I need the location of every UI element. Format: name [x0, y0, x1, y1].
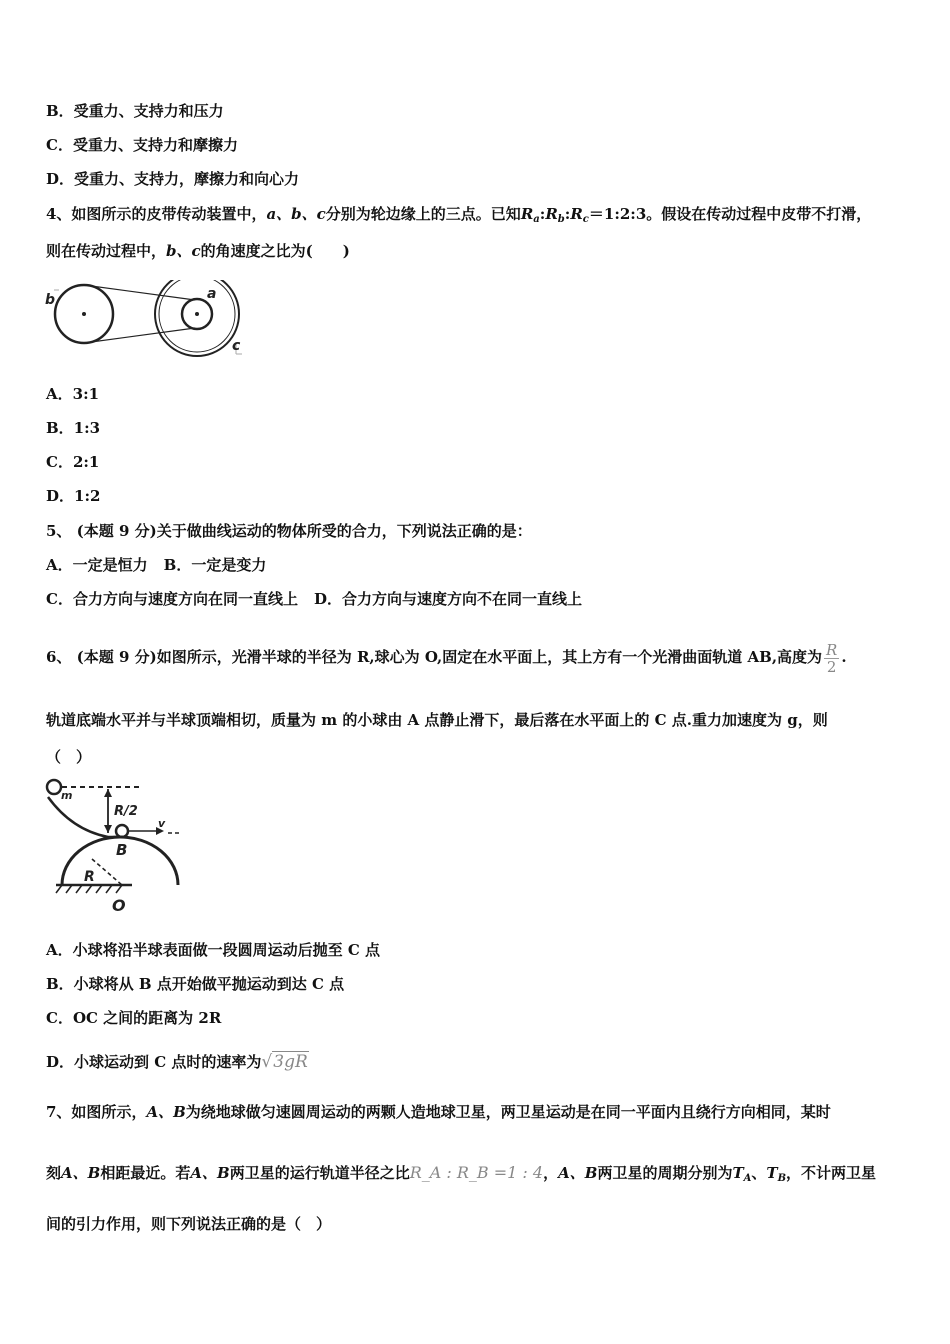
q5-options-cd	[46, 589, 582, 609]
q5-options-ab	[46, 555, 266, 575]
hemisphere-figure	[42, 775, 192, 917]
fig-label-b: b	[45, 292, 56, 308]
q5-option-d: D．合力方向与速度方向不在同一直线上	[313, 590, 582, 608]
sqrt-3gr: √3gR	[261, 1052, 308, 1072]
q6-option-b: B．小球将从 B 点开始做平抛运动到达 C 点	[46, 975, 345, 993]
fig-label-b-point: B	[116, 841, 128, 859]
fig-label-c: c	[232, 338, 241, 354]
q5-stem: 5、 (本题 9 分)关于做曲线运动的物体所受的合力，下列说法正确的是：	[46, 522, 532, 540]
q7-stem-line2: 刻A、B相距最近。若A、B两卫星的运行轨道半径之比R_A : R_B =1 : 4，A、B两卫星的周期分别为$T_A$、$T_B$，不计两卫星	[46, 1163, 877, 1184]
q6-option-a: A．小球将沿半球表面做一段圆周运动后抛至 C 点	[46, 941, 381, 959]
q6-option-d: D．小球运动到 C 点时的速率为√3gR	[46, 1052, 308, 1072]
q7-stem-line3: 间的引力作用，则下列说法正确的是（ ）	[46, 1215, 332, 1233]
q4-option-d: D．1:2	[46, 487, 101, 505]
belt-drive-figure	[40, 280, 250, 365]
q3-option-c: C．受重力、支持力和摩擦力	[46, 136, 238, 154]
fig-label-r-half: R/2	[114, 804, 138, 819]
q4-stem-line1: 4、如图所示的皮带传动装置中，a、b、c分别为轮边缘上的三点。已知$R_a:R_b:R_c=1:2:3$。假设在传动过程中皮带不打滑，	[46, 205, 872, 225]
q6-stem-line3: （ ）	[46, 748, 92, 766]
fig-label-a: a	[207, 286, 217, 302]
radius-ratio-formula: R_A : R_B =1 : 4	[409, 1163, 544, 1182]
q5-option-a: A．一定是恒力	[46, 556, 148, 574]
fig-label-v: v	[158, 817, 166, 830]
q4-option-c: C．2:1	[46, 453, 100, 471]
q4-option-b: B．1:3	[46, 419, 101, 437]
q5-option-c: C．合力方向与速度方向在同一直线上	[46, 590, 298, 608]
q3-option-d: D．受重力、支持力，摩擦力和向心力	[46, 170, 300, 188]
q6-stem-line1: 6、 (本题 9 分)如图所示，光滑半球的半径为 R,球心为 O,固定在水平面上，其上方有一个光滑曲面轨道 AB,高度为 $\frac{R}{2}$ .	[46, 640, 847, 676]
q6-stem-line2: 轨道底端水平并与半球顶端相切，质量为 m 的小球由 A 点静止滑下，最后落在水平面上的 C 点.重力加速度为 g，则	[46, 711, 828, 729]
q4-stem-line2: 则在传动过程中，b、c的角速度之比为( )	[46, 242, 350, 260]
fig-label-r: R	[84, 869, 95, 885]
q5-option-b: B．一定是变力	[163, 556, 267, 574]
q6-option-c: C．OC 之间的距离为 2R	[46, 1009, 222, 1027]
q4-option-a: A．3:1	[46, 385, 100, 403]
fig-label-m: m	[61, 789, 73, 802]
q3-option-b: B．受重力、支持力和压力	[46, 102, 224, 120]
fraction-r-over-2: $\frac{R}{2}$	[826, 640, 838, 676]
q7-stem-line1: 7、如图所示，A、B为绕地球做匀速圆周运动的两颗人造地球卫星，两卫星运动是在同一平面内且绕行方向相同，某时	[46, 1103, 831, 1121]
fig-label-o: O	[112, 896, 126, 915]
